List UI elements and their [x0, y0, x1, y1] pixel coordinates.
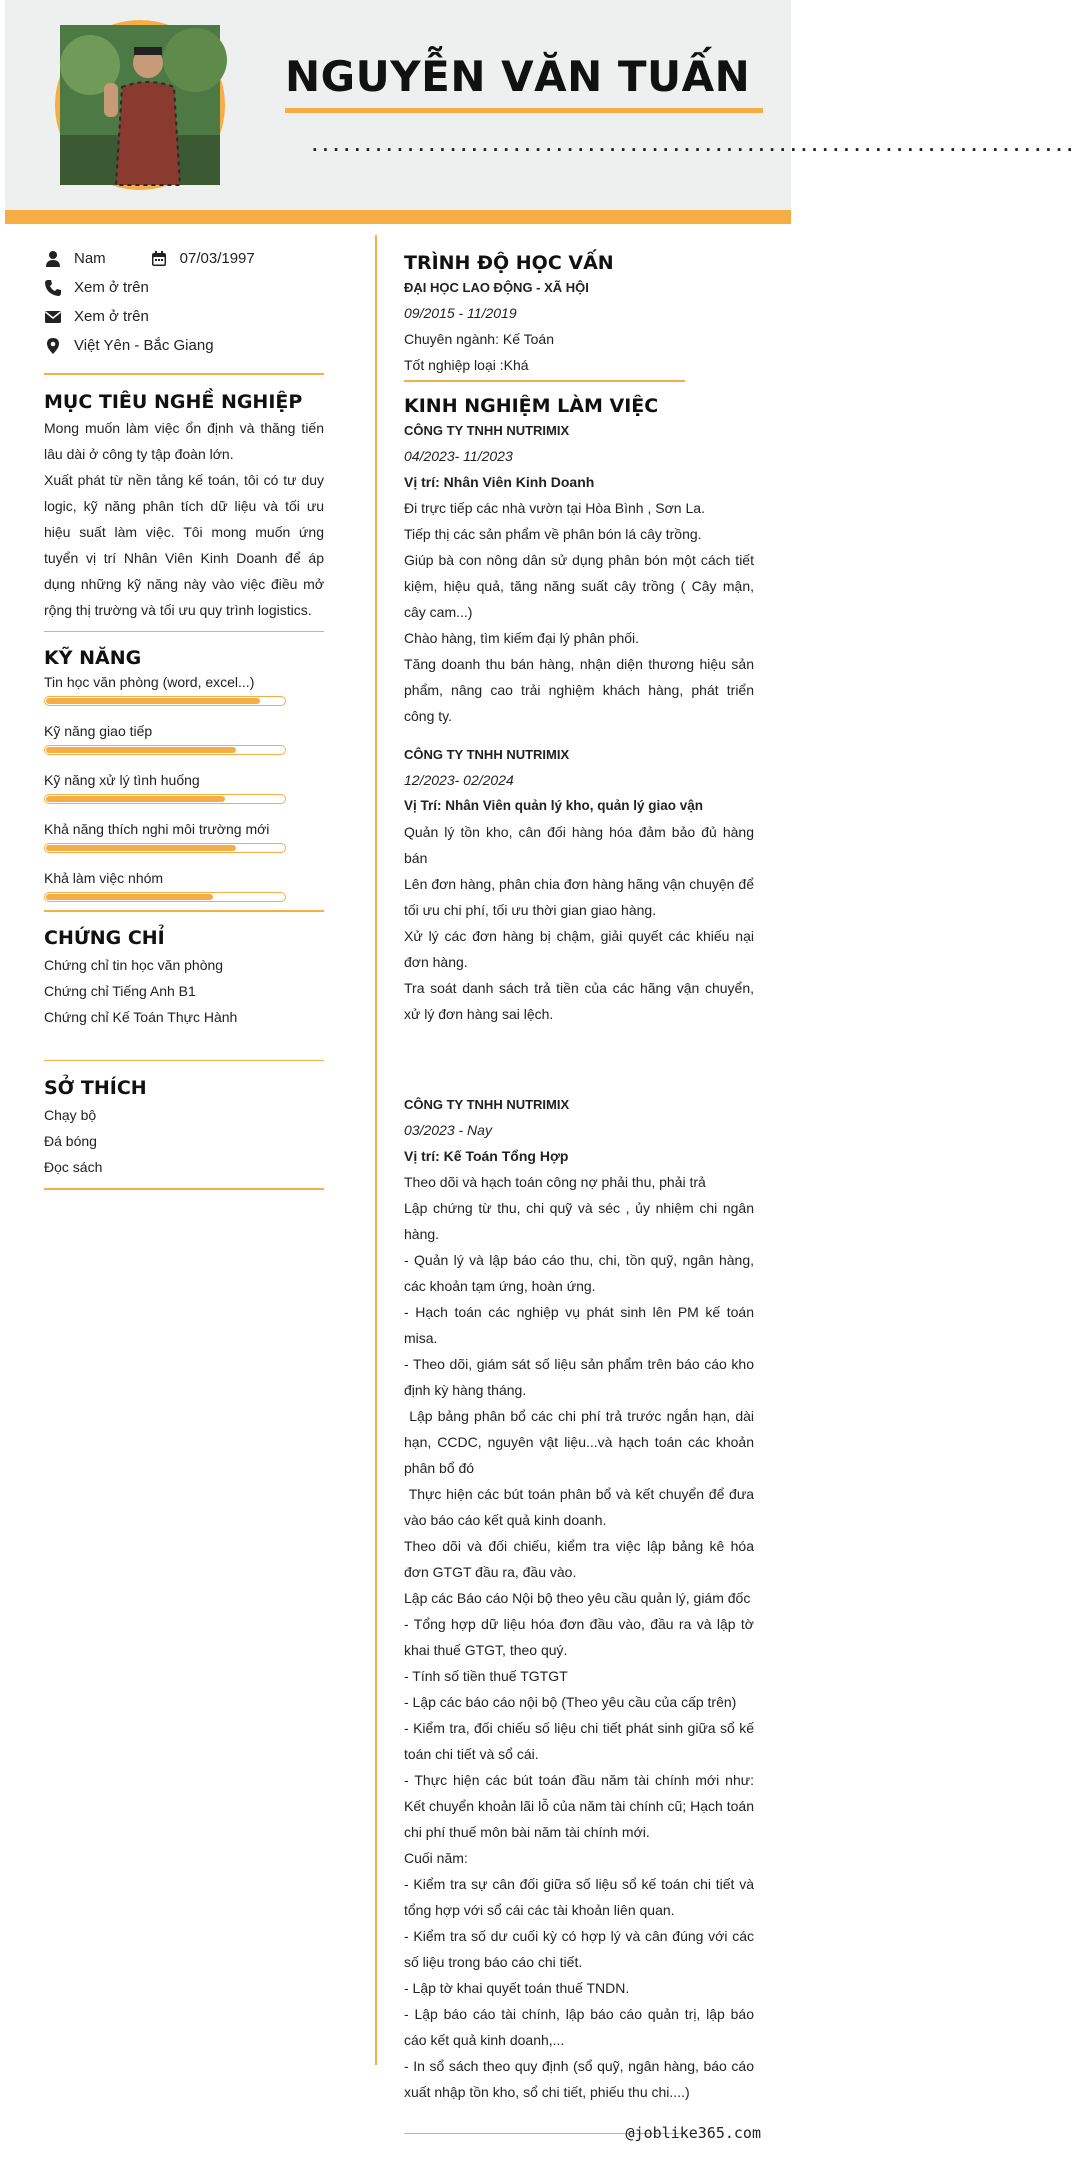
job-entry [404, 419, 754, 729]
watermark: @joblike365.com [625, 2124, 761, 2142]
job-dates: 03/2023 - Nay [404, 1121, 492, 1138]
job-entry [404, 743, 754, 1027]
divider [44, 373, 324, 375]
job-duty: - In sổ sách theo quy định (sổ quỹ, ngân hàng, báo cáo xuất nhập tồn kho, sổ chi tiết, phiếu thu chi....) [404, 2057, 754, 2100]
job-duty: Giúp bà con nông dân sử dụng phân bón một cách tiết kiệm, hiệu quả, tăng năng suất cây trồng ( Cây mận, cây cam...) [404, 551, 754, 620]
skill-bar [44, 696, 286, 706]
phone-row [44, 273, 324, 302]
skill-bar-fill [46, 747, 236, 753]
email-row [44, 302, 324, 331]
hobby-item: Chạy bộ [44, 1107, 97, 1123]
address-value: Việt Yên - Bắc Giang [74, 337, 214, 354]
job-duty: Đi trực tiếp các nhà vườn tại Hòa Bình , Sơn La. [404, 499, 705, 516]
divider [44, 1060, 324, 1062]
certificate-item: Chứng chỉ tin học văn phòng [44, 956, 224, 973]
divider [44, 631, 324, 633]
education-major: Chuyên ngành: Kế Toán [404, 331, 554, 347]
job-duty: Xử lý các đơn hàng bị chậm, giải quyết các khiếu nại đơn hàng. [404, 927, 754, 970]
profile-photo-image [60, 25, 220, 185]
job-duty: - Thực hiện các bút toán đầu năm tài chính mới như: Kết chuyển khoản lãi lỗ của năm tài chính cũ; Hạch toán chi phí thuế môn bài năm tài chính mới. [404, 1771, 754, 1840]
hobbies-title: SỞ THÍCH [44, 1077, 147, 1099]
job-duty: Tiếp thị các sản phẩm về phân bón lá cây trồng. [404, 525, 702, 542]
job-duty: Chào hàng, tìm kiếm đại lý phân phối. [404, 629, 640, 646]
education-grade: Tốt nghiệp loại :Khá [404, 357, 529, 373]
job-duty: Thực hiện các bút toán phân bổ và kết chuyển để đưa vào báo cáo kết quả kinh doanh. [404, 1485, 758, 1528]
certificates-title: CHỨNG CHỈ [44, 926, 165, 949]
skill-bar-fill [46, 894, 213, 900]
column-divider [375, 235, 377, 2065]
header-accent-bar [5, 210, 791, 224]
objective-title: MỤC TIÊU NGHỀ NGHIỆP [44, 390, 303, 413]
skill-label: Tin học văn phòng (word, excel...) [44, 674, 255, 690]
skill-bar [44, 843, 286, 853]
gender-value: Nam [74, 250, 106, 267]
email-value: Xem ở trên [74, 308, 149, 325]
skill-bar-fill [46, 796, 225, 802]
job-dates: 04/2023- 11/2023 [404, 447, 513, 464]
phone-value: Xem ở trên [74, 279, 149, 296]
skill-bar [44, 745, 286, 755]
job-duty: Lập các Báo cáo Nội bộ theo yêu cầu quản lý, giám đốc [404, 1589, 751, 1606]
position-placeholder: ........................................................................ [310, 136, 1076, 155]
job-duty: Tăng doanh thu bán hàng, nhận diện thương hiệu sản phẩm, nâng cao trải nghiệm khách hàng, phát triển công ty. [404, 655, 754, 724]
envelope-icon [44, 308, 62, 326]
left-column [44, 240, 324, 1190]
phone-icon [44, 279, 62, 297]
user-icon [44, 250, 62, 268]
education-dates: 09/2015 - 11/2019 [404, 305, 517, 321]
certificate-item: Chứng chỉ Kế Toán Thực Hành [44, 1008, 238, 1025]
job-duty: - Theo dõi, giám sát số liệu sản phẩm trên báo cáo kho định kỳ hàng tháng. [404, 1355, 754, 1398]
job-duty: - Quản lý và lập báo cáo thu, chi, tồn quỹ, ngân hàng, các khoản tạm ứng, hoàn ứng. [404, 1251, 754, 1294]
job-company: CÔNG TY TNHH NUTRIMIX [404, 1096, 570, 1112]
job-duty: - Lập tờ khai quyết toán thuế TNDN. [404, 1979, 630, 1996]
address-row [44, 331, 324, 360]
divider [44, 1188, 324, 1190]
job-duty: - Kiểm tra số dư cuối kỳ có hợp lý và cân đúng với các số liệu trong báo cáo chi tiết. [404, 1927, 754, 1970]
objective-paragraph: Mong muốn làm việc ổn định và thăng tiến lâu dài ở công ty tập đoàn lớn. [44, 419, 324, 462]
skill-bar-fill [46, 845, 236, 851]
job-duty: Lập bảng phân bổ các chi phí trả trước ngắn hạn, dài hạn, CCDC, nguyên vật liệu...và hạch toán các khoản phân bổ đó [404, 1407, 758, 1476]
job-duty: - Lập báo cáo tài chính, lập báo cáo quản trị, lập báo cáo kết quả kinh doanh,... [404, 2005, 754, 2048]
hobbies-list [44, 1102, 324, 1180]
job-dates: 12/2023- 02/2024 [404, 771, 514, 788]
job-role: Vị trí: Nhân Viên Kinh Doanh [404, 473, 595, 490]
map-pin-icon [44, 337, 62, 355]
skill-item [44, 771, 324, 820]
divider [404, 380, 685, 382]
profile-photo [55, 20, 225, 190]
job-duty: - Tổng hợp dữ liệu hóa đơn đầu vào, đầu ra và lập tờ khai thuế GTGT, theo quý. [404, 1615, 754, 1658]
job-duty: Cuối năm: [404, 1849, 468, 1866]
contact-row [44, 244, 324, 273]
job-duty: Tra soát danh sách trả tiền của các hãng vận chuyển, xử lý đơn hàng sai lệch. [404, 979, 754, 1022]
job-role: Vị trí: Kế Toán Tổng Hợp [404, 1147, 569, 1164]
job-entry [404, 1093, 758, 2105]
job-duty: Lập chứng từ thu, chi quỹ và séc , ủy nhiệm chi ngân hàng. [404, 1199, 754, 1242]
skill-label: Kỹ năng giao tiếp [44, 723, 153, 739]
hobby-item: Đá bóng [44, 1133, 97, 1149]
skill-bar-fill [46, 698, 260, 704]
skill-label: Khả năng thích nghi môi trường mới [44, 821, 270, 837]
job-duty: - Tính số tiền thuế TGTGT [404, 1667, 568, 1684]
job-duty: Theo dõi và hạch toán công nợ phải thu, phải trả [404, 1173, 706, 1190]
job-duty: - Kiểm tra sự cân đối giữa số liệu sổ kế toán chi tiết và tổng hợp với sổ cái các tài khoản liên quan. [404, 1875, 754, 1918]
skill-bar [44, 794, 286, 804]
certificate-item: Chứng chỉ Tiếng Anh B1 [44, 982, 196, 999]
job-company: CÔNG TY TNHH NUTRIMIX [404, 746, 570, 762]
job-company: CÔNG TY TNHH NUTRIMIX [404, 422, 570, 438]
skills-list [44, 673, 324, 907]
job-duty: - Lập các báo cáo nội bộ (Theo yêu cầu của cấp trên) [404, 1693, 737, 1710]
gender-cell [44, 250, 106, 268]
birthdate-cell [150, 250, 255, 268]
skill-item [44, 722, 324, 771]
skill-label: Kỹ năng xử lý tình huống [44, 772, 200, 788]
education-title: TRÌNH ĐỘ HỌC VẤN [404, 252, 614, 274]
hobby-item: Đọc sách [44, 1159, 103, 1175]
birthdate-value: 07/03/1997 [179, 250, 255, 267]
job-duty: Quản lý tồn kho, cân đối hàng hóa đảm bảo đủ hàng bán [404, 823, 754, 866]
skill-item [44, 820, 324, 869]
right-column [404, 240, 758, 2134]
candidate-name: NGUYỄN VĂN TUẤN [285, 52, 751, 101]
certificates-list [44, 952, 324, 1030]
name-underline [285, 108, 763, 113]
job-duty: Theo dõi và đối chiếu, kiểm tra việc lập bảng kê hóa đơn GTGT đầu ra, đầu vào. [404, 1537, 754, 1580]
job-duty: - Hạch toán các nghiệp vụ phát sinh lên PM kế toán misa. [404, 1303, 754, 1346]
school-name: ĐẠI HỌC LAO ĐỘNG - XÃ HỘI [404, 280, 589, 295]
skill-item [44, 869, 324, 907]
job-duty: - Kiểm tra, đối chiếu số liệu chi tiết phát sinh giữa sổ kế toán chi tiết và sổ cái. [404, 1719, 754, 1762]
job-duty: Lên đơn hàng, phân chia đơn hàng hãng vận chuyện để tối ưu chi phí, tối ưu thời gian giao hàng. [404, 875, 754, 918]
skills-title: KỸ NĂNG [44, 647, 142, 669]
experience-title: KINH NGHIỆM LÀM VIỆC [404, 394, 659, 417]
job-role: Vị Trí: Nhân Viên quản lý kho, quản lý giao vận [404, 797, 704, 813]
skill-bar [44, 892, 286, 902]
skill-label: Khả làm việc nhóm [44, 870, 164, 886]
calendar-icon [150, 250, 168, 268]
skill-item [44, 673, 324, 722]
objective-paragraph: Xuất phát từ nền tảng kế toán, tôi có tư duy logic, kỹ năng phân tích dữ liệu và tối ưu hiệu suất làm việc. Tôi mong muốn ứng tuyển vị trí Nhân Viên Kinh Doanh để áp dụng những kỹ năng này vào việc điều mở rộng thị trường và tối ưu quy trình logistics. [44, 471, 324, 618]
divider [44, 910, 324, 912]
